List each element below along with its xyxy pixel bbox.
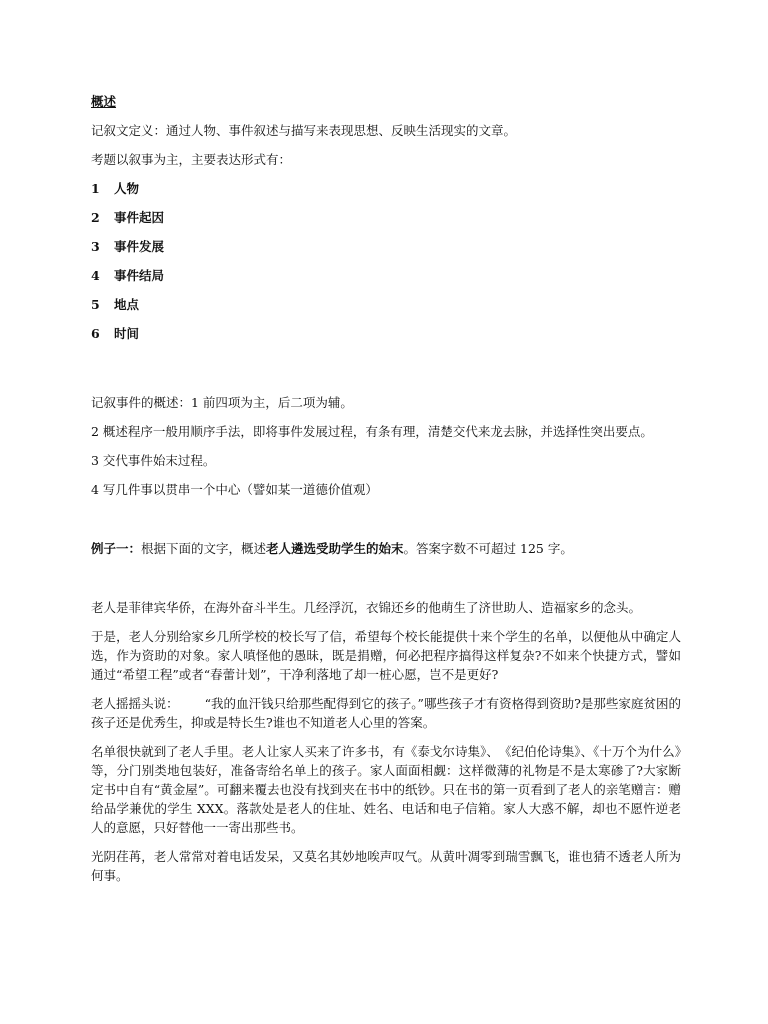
definition-text: 记叙文定义：通过人物、事件叙述与描写来表现思想、反映生活现实的文章。 <box>91 123 517 138</box>
exam-intro-text: 考题以叙事为主，主要表达形式有： <box>91 152 292 167</box>
form-item-3 <box>91 237 681 256</box>
form-label: 人物 <box>114 181 140 196</box>
section-gap <box>91 568 681 598</box>
form-item-2 <box>91 208 681 227</box>
section-gap <box>91 353 681 393</box>
summary-point-3: 3 交代事件始末过程。 <box>91 453 216 468</box>
summary-point-1: 记叙事件的概述：1 前四项为主，后二项为辅。 <box>91 395 353 410</box>
example-label: 例子一： <box>91 541 142 556</box>
story-paragraph-4: 名单很快就到了老人手里。老人让家人买来了许多书，有《泰戈尔诗集》、 《纪伯伦诗集》、《十万个为什么》等，分门别类地包装好，准备寄给名单上的孩子。家人面面相觑：这样微薄的礼物是不是太寒碜了?大家断定书中自有“黄金屋”。可翻来覆去也没有找到夹在书中的纸钞。只在书的第一页看到了老人的亲笔赠言：赠给品学兼优的学生 XXX。落款处是老人的住址、姓名、电话和电子信箱。家人大惑不解，却也不愿忤逆老人的意愿，只好替他一一寄出那些书。 <box>91 744 681 835</box>
form-number: 5 <box>91 297 100 312</box>
summary-point-2: 2 概述程序一般用顺序手法，即将事件发展过程，有条有理，清楚交代来龙去脉，并选择性突出要点。 <box>91 424 653 439</box>
example-instruction-after: 。答案字数不可超过 125 字。 <box>403 541 573 556</box>
speech-lead: 老人摇摇头说： <box>91 696 179 711</box>
speech-rest: “我的血汗钱只给那些配得到它的孩子。”哪些孩子才有资格得到资助?是那些家庭贫困的孩子还是优秀生，抑或是特长生?谁也不知道老人心里的答案。 <box>91 696 681 730</box>
form-item-1 <box>91 179 681 198</box>
story-paragraph-1: 老人是菲律宾华侨，在海外奋斗半生。几经浮沉，衣锦还乡的他萌生了济世助人、造福家乡的念头。 <box>91 600 642 615</box>
form-label: 时间 <box>114 326 140 341</box>
summary-point-4: 4 写几件事以贯串一个中心（譬如某一道德价值观） <box>91 482 378 497</box>
document-page <box>91 92 681 895</box>
form-label: 事件结局 <box>114 268 165 283</box>
form-label: 事件发展 <box>114 239 165 254</box>
section-gap <box>91 509 681 539</box>
form-number: 6 <box>91 326 100 341</box>
example-instruction <box>91 539 681 558</box>
form-label: 地点 <box>114 297 140 312</box>
story-paragraph-5: 光阴荏苒，老人常常对着电话发呆，又莫名其妙地唉声叹气。从黄叶凋零到瑞雪飘飞，谁也猜不透老人所为何事。 <box>91 849 681 883</box>
form-number: 1 <box>91 181 100 196</box>
form-number: 2 <box>91 210 100 225</box>
story-paragraph-2: 于是，老人分别给家乡几所学校的校长写了信，希望每个校长能提供十来个学生的名单，以便他从中确定人选，作为资助的对象。家人嗔怪他的愚昧，既是捐赠，何必把程序搞得这样复杂?不如来个快捷方式，譬如通过“希望工程”或者“春蕾计划”，干净利落地了却一桩心愿，岂不是更好? <box>91 629 681 682</box>
form-item-4 <box>91 266 681 285</box>
form-number: 3 <box>91 239 100 254</box>
overview-heading: 概述 <box>91 94 117 109</box>
form-item-6 <box>91 324 681 343</box>
example-instruction-before: 根据下面的文字，概述 <box>141 541 267 556</box>
form-label: 事件起因 <box>114 210 165 225</box>
story-paragraph-3 <box>91 694 681 732</box>
form-item-5 <box>91 295 681 314</box>
form-number: 4 <box>91 268 100 283</box>
example-instruction-topic: 老人遴选受助学生的始末 <box>266 541 404 556</box>
